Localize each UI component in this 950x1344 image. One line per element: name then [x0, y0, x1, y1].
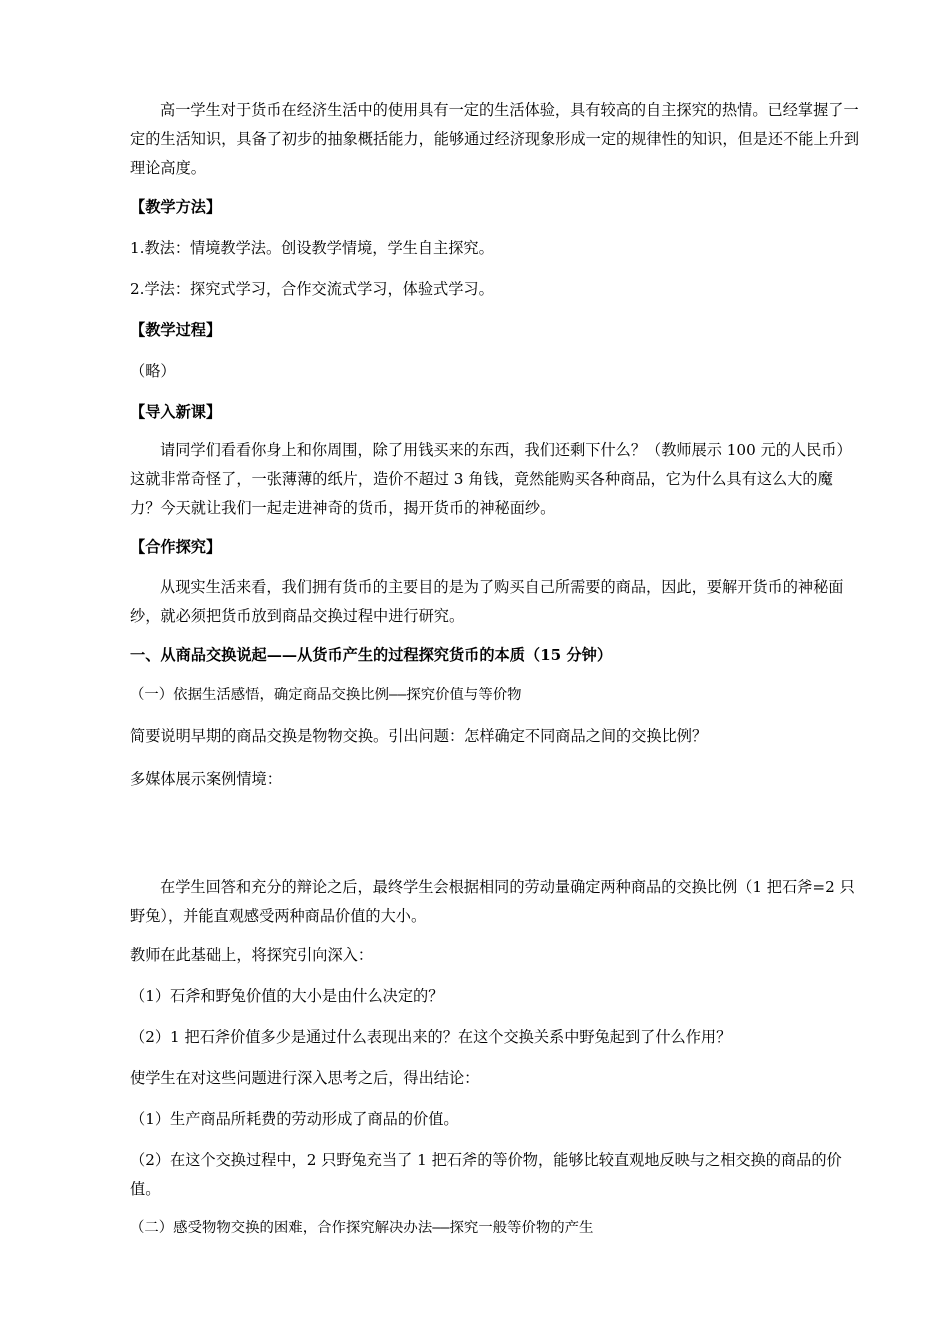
teaching-method-item-1: 1.教法：情境教学法。创设教学情境，学生自主探究。 [130, 239, 494, 257]
conclusion-2: （2）在这个交换过程中，2 只野兔充当了 1 把石斧的等价物，能够比较直观地反映与之相交换的商品的价值。 [130, 1151, 842, 1198]
lead-in-heading: 【导入新课】 [130, 403, 222, 421]
teaching-method-item-2: 2.学法：探究式学习，合作交流式学习，体验式学习。 [130, 280, 494, 298]
brief-explanation: 简要说明早期的商品交换是物物交换。引出问题：怎样确定不同商品之间的交换比例？ [130, 727, 708, 745]
question-2: （2）1 把石斧价值多少是通过什么表现出来的？在这个交换关系中野兔起到了什么作用？ [130, 1028, 732, 1046]
intro-paragraph: 高一学生对于货币在经济生活中的使用具有一定的生活体验，具有较高的自主探究的热情。已经掌握了一定的生活知识，具备了初步的抽象概括能力，能够通过经济现象形成一定的规律性的知识，但是还不能上升到理论高度。 [130, 101, 859, 177]
conclusion-1: （1）生产商品所耗费的劳动形成了商品的价值。 [130, 1110, 459, 1128]
lead-in-paragraph: 请同学们看看你身上和你周围，除了用钱买来的东西，我们还剩下什么？（教师展示 100 元的人民币）这就非常奇怪了，一张薄薄的纸片，造价不超过 3 角钱，竟然能购买各种商品，它为什么具有这么大的魔力？今天就让我们一起走进神奇的货币，揭开货币的神秘面纱。 [130, 441, 852, 517]
cooperative-inquiry-paragraph: 从现实生活来看，我们拥有货币的主要目的是为了购买自己所需要的商品，因此，要解开货币的神秘面纱，就必须把货币放到商品交换过程中进行研究。 [130, 578, 844, 625]
question-1: （1）石斧和野兔价值的大小是由什么决定的？ [130, 987, 444, 1005]
teacher-deepen: 教师在此基础上，将探究引向深入： [130, 946, 373, 964]
omitted-note: （略） [130, 362, 176, 380]
teaching-method-heading: 【教学方法】 [130, 198, 222, 216]
cooperative-inquiry-heading: 【合作探究】 [130, 538, 222, 556]
after-debate-paragraph: 在学生回答和充分的辩论之后，最终学生会根据相同的劳动量确定两种商品的交换比例（1 把石斧=2 只野兔），并能直观感受两种商品价值的大小。 [130, 878, 855, 925]
subsection-1-heading: （一）依据生活感悟，确定商品交换比例——探究价值与等价物 [130, 687, 522, 703]
section-1-heading: 一、从商品交换说起——从货币产生的过程探究货币的本质（15 分钟） [130, 646, 613, 664]
conclusion-intro: 使学生在对这些问题进行深入思考之后，得出结论： [130, 1069, 480, 1087]
teaching-process-heading: 【教学过程】 [130, 321, 222, 339]
subsection-2-heading: （二）感受物物交换的困难，合作探究解决办法——探究一般等价物的产生 [130, 1220, 594, 1236]
multimedia-intro: 多媒体展示案例情境： [130, 770, 282, 788]
